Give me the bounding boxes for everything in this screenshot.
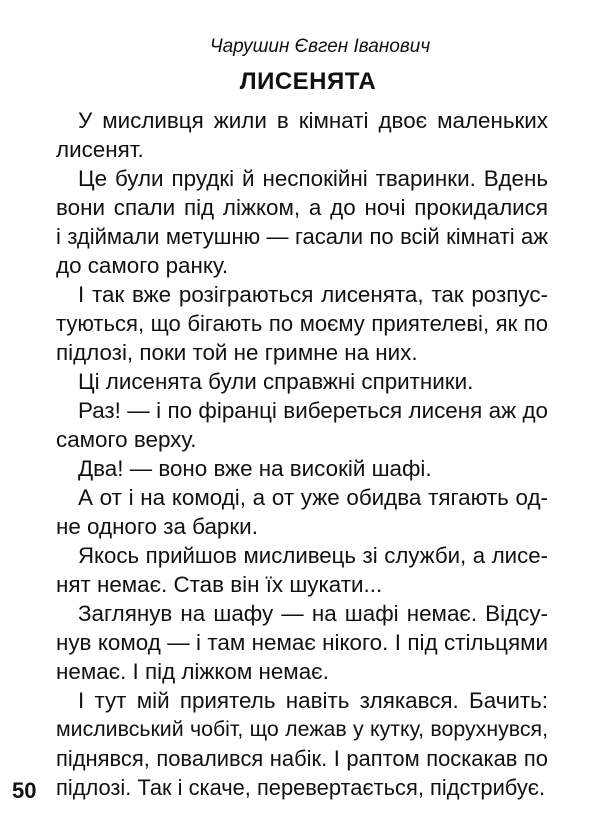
text-line: мисливський чобіт, що лежав у кутку, ворухнувся, — [56, 717, 548, 741]
paragraph — [56, 686, 548, 802]
text-line: нят немає. Став він їх шукати... — [56, 572, 383, 597]
paragraph — [56, 454, 548, 483]
paragraph — [56, 483, 548, 541]
text-line: Раз! — і по фіранці вибереться лисеня аж до — [78, 398, 548, 423]
paragraph — [56, 164, 548, 280]
text-line: і здіймали метушню — гасали по всій кімнаті аж — [56, 224, 548, 249]
story-body — [56, 106, 548, 802]
text-line: вони спали під ліжком, а до ночі прокидалися — [56, 195, 548, 220]
text-line: У мисливця жили в кімнаті двоє маленьких — [78, 108, 548, 133]
paragraph — [56, 599, 548, 686]
paragraph — [56, 106, 548, 164]
text-line: Це були прудкі й неспокійні тваринки. Вдень — [78, 166, 548, 191]
text-line: нув комод — і там немає нікого. І під стільцями — [56, 630, 548, 655]
story-title: ЛИСЕНЯТА — [239, 68, 377, 95]
text-line: Ці лисенята були справжні спритники. — [78, 369, 474, 394]
paragraph — [56, 396, 548, 454]
paragraph — [56, 280, 548, 367]
text-line: підлозі, поки той не гримне на них. — [56, 340, 418, 365]
text-line: немає. І під ліжком немає. — [56, 659, 329, 684]
text-line: Заглянув на шафу — на шафі немає. Відсу- — [78, 601, 548, 626]
text-line: туються, що бігають по моєму приятелеві, як по — [56, 311, 548, 336]
text-line: підлозі. Так і скаче, перевертається, підстрибує. — [56, 775, 546, 800]
text-line: піднявся, повалився набік. І раптом поскакав по — [56, 746, 548, 771]
text-line: І так вже розіграються лисенята, так розпус- — [78, 282, 548, 307]
text-line: лисенят. — [56, 137, 144, 162]
text-line: Якось прийшов мисливець зі служби, а лисе- — [78, 543, 548, 568]
text-line: до самого ранку. — [56, 253, 229, 278]
text-line: І тут мій приятель навіть злякався. Бачить: — [78, 688, 548, 713]
page-number: 50 — [12, 778, 37, 803]
text-line: самого верху. — [56, 427, 197, 452]
text-line: Два! — воно вже на високій шафі. — [78, 456, 432, 481]
author-name: Чарушин Євген Іванович — [209, 36, 431, 57]
text-line: А от і на комоді, а от уже обидва тягають од- — [78, 485, 548, 510]
paragraph — [56, 541, 548, 599]
text-line: не одного за барки. — [56, 514, 258, 539]
paragraph — [56, 367, 548, 396]
